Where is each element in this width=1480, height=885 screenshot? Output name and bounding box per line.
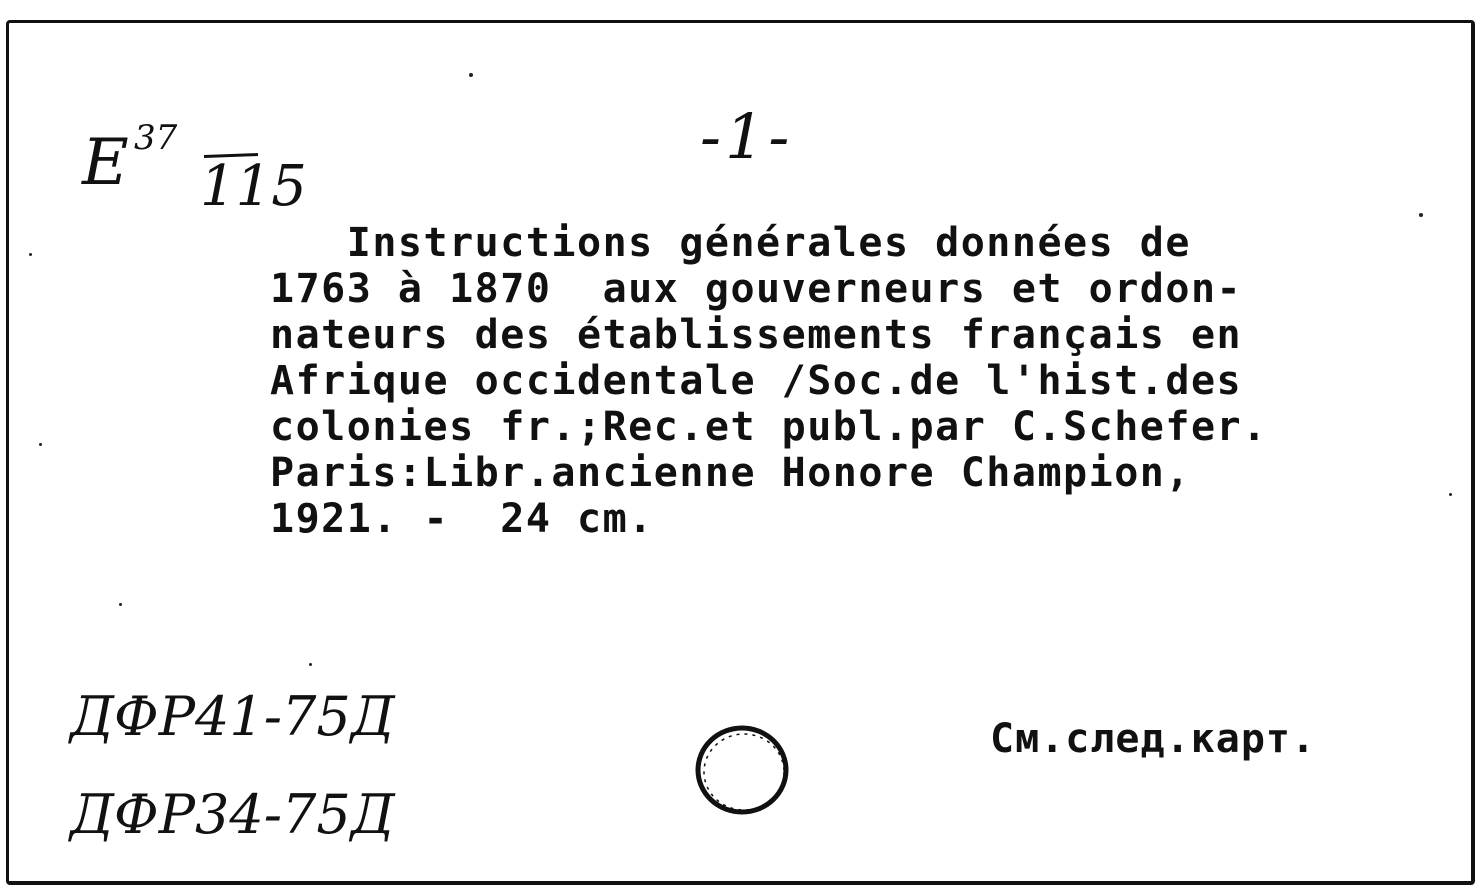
shelfmark-denominator: 115 bbox=[200, 154, 307, 219]
scan-speck bbox=[469, 73, 473, 77]
description-line: Instructions générales données de bbox=[270, 220, 1191, 266]
bibliographic-description bbox=[270, 220, 1440, 542]
description-line: Paris:Libr.ancienne Honore Champion, bbox=[270, 450, 1191, 496]
shelfmark-letter: E bbox=[82, 126, 129, 200]
continuation-note: См.след.карт. bbox=[990, 716, 1317, 762]
description-line: colonies fr.;Rec.et publ.par C.Schefer. bbox=[270, 404, 1268, 450]
punch-hole-icon bbox=[692, 722, 792, 818]
scan-speck bbox=[1449, 493, 1452, 496]
shelfmark bbox=[82, 118, 312, 228]
scan-speck bbox=[1419, 213, 1423, 217]
scan-speck bbox=[39, 443, 42, 446]
scan-speck bbox=[309, 663, 312, 666]
description-line: Afrique occidentale /Soc.de l'hist.des bbox=[270, 358, 1243, 404]
shelfmark-superscript: 37 bbox=[134, 118, 178, 158]
handwritten-code: ДФР41-75Д bbox=[70, 685, 395, 748]
scan-speck bbox=[29, 253, 32, 256]
handwritten-codes bbox=[70, 668, 395, 864]
description-line: nateurs des établissements français en bbox=[270, 312, 1243, 358]
handwritten-code: ДФР34-75Д bbox=[70, 783, 395, 846]
scan-speck bbox=[119, 603, 122, 606]
description-line: 1763 à 1870 aux gouverneurs et ordon- bbox=[270, 266, 1243, 312]
description-line: 1921. - 24 cm. bbox=[270, 496, 654, 542]
page-number: -1- bbox=[700, 100, 794, 173]
